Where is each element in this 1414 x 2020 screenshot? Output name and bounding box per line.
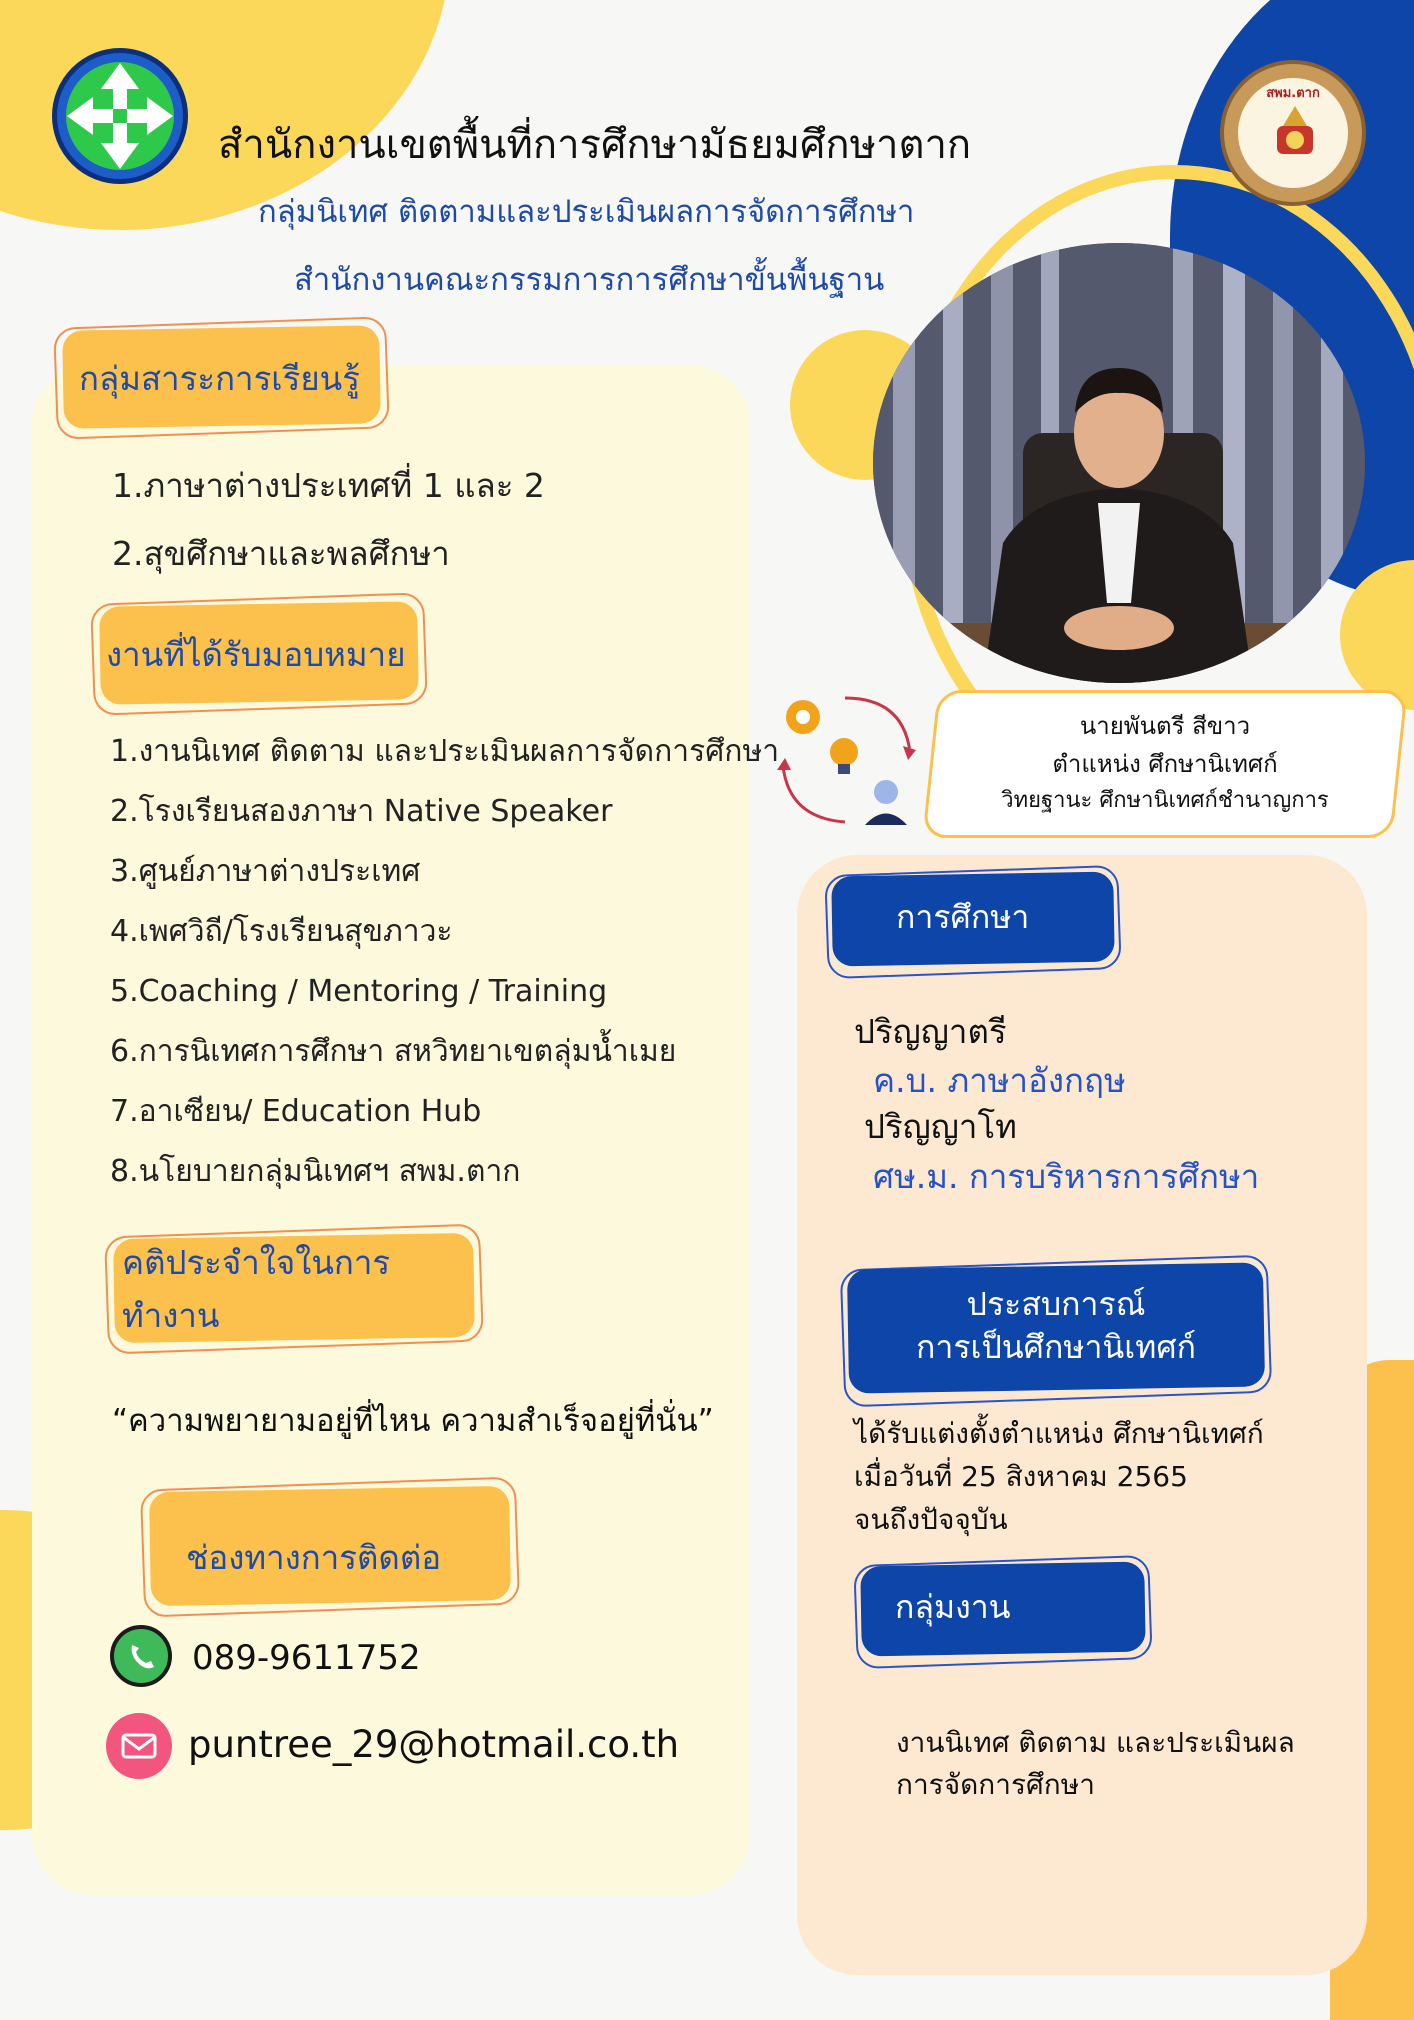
- profile-rank: วิทยฐานะ ศึกษานิเทศก์ชำนาญการ: [1001, 788, 1329, 813]
- list-item: 1.ภาษาต่างประเทศที่ 1 และ 2: [112, 466, 545, 505]
- learning-areas-tag: [55, 322, 388, 434]
- profile-photo: [873, 243, 1365, 683]
- seal-label: สพม.ตาก: [1266, 86, 1320, 101]
- contact-tag: [142, 1483, 518, 1611]
- workgroup-line: งานนิเทศ ติดตาม และประเมินผล: [896, 1726, 1295, 1759]
- master-value: ศษ.ม. การบริหารการศึกษา: [873, 1157, 1260, 1196]
- experience-line: จนถึงปัจจุบัน: [854, 1503, 1008, 1536]
- workgroup-line: การจัดการศึกษา: [896, 1768, 1095, 1801]
- experience-line: เมื่อวันที่ 25 สิงหาคม 2565: [854, 1460, 1188, 1493]
- list-item: 8.นโยบายกลุ่มนิเทศฯ สพม.ตาก: [110, 1154, 521, 1189]
- tasks-heading: งานที่ได้รับมอบหมาย: [106, 634, 406, 674]
- idea-cycle-icon: [775, 690, 925, 830]
- page-title: สำนักงานเขตพื้นที่การศึกษามัธยมศึกษาตาก: [218, 122, 972, 168]
- list-item: 1.งานนิเทศ ติดตาม และประเมินผลการจัดการศึกษา: [110, 734, 780, 769]
- email-address[interactable]: puntree_29@hotmail.co.th: [188, 1723, 680, 1766]
- experience-heading-line2: การเป็นศึกษานิเทศก์: [916, 1328, 1196, 1366]
- list-item: 7.อาเซียน/ Education Hub: [110, 1094, 482, 1129]
- learning-areas-list: [112, 452, 545, 588]
- education-tag: [826, 870, 1120, 974]
- profile-name: นายพันตรี สีขาว: [1079, 712, 1251, 740]
- contact-heading: ช่องทางการติดต่อ: [186, 1537, 442, 1577]
- list-item: 4.เพศวิถี/โรงเรียนสุขภาวะ: [110, 914, 453, 949]
- bachelor-value: ค.บ. ภาษาอังกฤษ: [873, 1061, 1126, 1100]
- motto-quote: “ความพยายามอยู่ที่ไหน ความสำเร็จอยู่ที่นั่น”: [112, 1403, 714, 1439]
- experience-text: [854, 1412, 1264, 1541]
- workgroup-text: [896, 1722, 1295, 1806]
- education-heading: การศึกษา: [896, 898, 1030, 937]
- learning-areas-heading: กลุ่มสาระการเรียนรู้: [79, 358, 360, 398]
- subtitle-supervision-group: กลุ่มนิเทศ ติดตามและประเมินผลการจัดการศึกษา: [258, 194, 915, 230]
- phone-number[interactable]: 089-9611752: [192, 1638, 421, 1678]
- tasks-tag: [92, 598, 426, 710]
- experience-tag: [842, 1262, 1270, 1400]
- email-icon: [106, 1713, 172, 1779]
- master-label: ปริญญาโท: [864, 1107, 1017, 1146]
- workgroup-tag: [855, 1560, 1151, 1664]
- whatsapp-icon: [110, 1625, 172, 1687]
- tasks-list: [110, 722, 779, 1202]
- workgroup-heading: กลุ่มงาน: [895, 1588, 1011, 1627]
- bachelor-label: ปริญญาตรี: [854, 1012, 1007, 1051]
- list-item: 2.สุขศึกษาและพลศึกษา: [112, 534, 450, 573]
- emblem-icon: [1267, 104, 1323, 164]
- list-item: 6.การนิเทศการศึกษา สหวิทยาเขตลุ่มน้ำเมย: [110, 1034, 677, 1069]
- list-item: 2.โรงเรียนสองภาษา Native Speaker: [110, 794, 613, 829]
- profile-card: [930, 690, 1400, 838]
- motto-tag: [106, 1230, 482, 1348]
- experience-line: ได้รับแต่งตั้งตำแหน่ง ศึกษานิเทศก์: [854, 1417, 1264, 1450]
- person-photo-icon: [873, 243, 1365, 683]
- list-item: 5.Coaching / Mentoring / Training: [110, 974, 608, 1009]
- experience-heading-line1: ประสบการณ์: [966, 1284, 1146, 1323]
- org-seal: [1220, 60, 1366, 206]
- list-item: 3.ศูนย์ภาษาต่างประเทศ: [110, 854, 421, 889]
- subtitle-obec: สำนักงานคณะกรรมการการศึกษาขั้นพื้นฐาน: [294, 262, 885, 298]
- org-logo: [52, 48, 188, 184]
- profile-position: ตำแหน่ง ศึกษานิเทศก์: [1052, 750, 1278, 778]
- arrows-icon: [57, 53, 183, 179]
- motto-heading: คติประจำใจในการทำงาน: [122, 1243, 391, 1335]
